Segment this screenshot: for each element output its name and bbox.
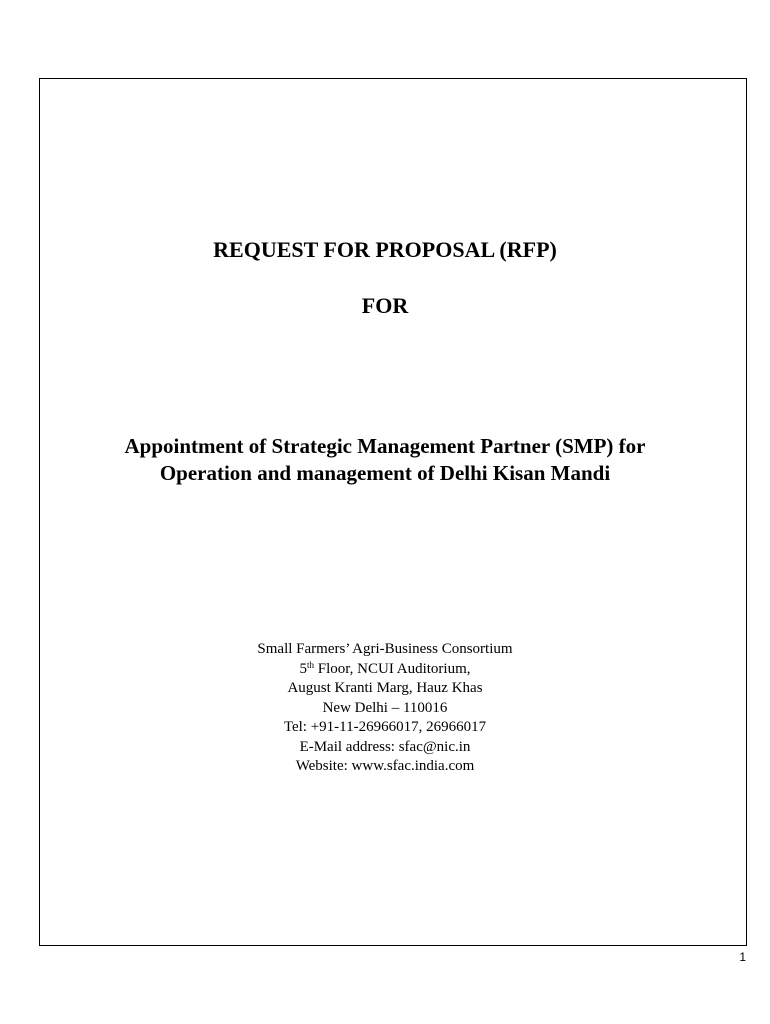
address-city: New Delhi – 110016 <box>322 699 448 716</box>
page-number: 1 <box>739 950 746 964</box>
address-telephone: Tel: +91-11-26966017, 26966017 <box>283 719 487 735</box>
floor-description: Floor, NCUI Auditorium, <box>314 660 471 677</box>
subject-line-1: Appointment of Strategic Management Partner (SMP) for <box>124 434 646 458</box>
floor-ordinal-suffix: th <box>306 659 314 670</box>
address-block <box>0 640 770 777</box>
address-email: E-Mail address: sfac@nic.in <box>299 738 471 755</box>
document-title-for: FOR <box>361 293 409 318</box>
subject-line-2: Operation and management of Delhi Kisan Mandi <box>159 461 611 485</box>
address-website: Website: www.sfac.india.com <box>295 758 475 774</box>
page-border-frame <box>39 78 747 946</box>
document-title: REQUEST FOR PROPOSAL (RFP) <box>213 237 557 262</box>
floor-number: 5 <box>299 660 307 677</box>
organization-name: Small Farmers’ Agri-Business Consortium <box>257 641 513 657</box>
address-floor <box>0 660 770 680</box>
address-street: August Kranti Marg, Hauz Khas <box>287 680 483 696</box>
